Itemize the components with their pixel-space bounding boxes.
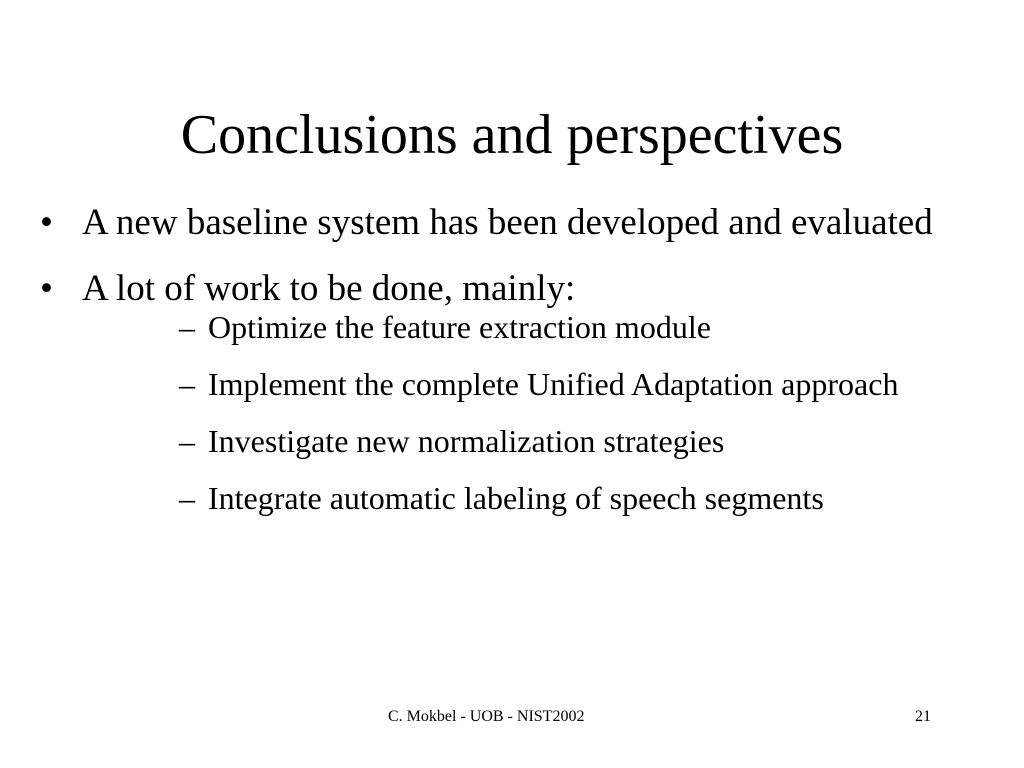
- bullet-marker: •: [40, 268, 53, 309]
- bullet-text: A lot of work to be done, mainly:: [82, 268, 576, 309]
- sub-bullet-item: [82, 307, 964, 347]
- bullet-item: [0, 196, 1024, 250]
- sub-bullet-list: [82, 307, 964, 518]
- bullet-text: A new baseline system has been developed and evaluated: [82, 202, 933, 243]
- sub-bullet-item: [82, 478, 964, 518]
- sub-bullet-text: Implement the complete Unified Adaptation approach: [208, 366, 899, 402]
- footer-author: C. Mokbel - UOB - NIST2002: [388, 708, 585, 725]
- sub-bullet-text: Investigate new normalization strategies: [208, 423, 725, 459]
- bullet-item: [0, 262, 1024, 518]
- bullet-list: [0, 196, 1024, 535]
- sub-bullet-text: Integrate automatic labeling of speech segments: [208, 480, 824, 516]
- bullet-marker: •: [40, 202, 53, 243]
- page-number: 21: [915, 708, 931, 725]
- sub-bullet-item: [82, 421, 964, 461]
- dash-marker: –: [179, 480, 195, 516]
- slide-title: Conclusions and perspectives: [180, 104, 844, 166]
- dash-marker: –: [179, 366, 195, 402]
- dash-marker: –: [179, 309, 195, 345]
- sub-bullet-item: [82, 364, 964, 404]
- dash-marker: –: [179, 423, 195, 459]
- sub-bullet-text: Optimize the feature extraction module: [208, 309, 711, 345]
